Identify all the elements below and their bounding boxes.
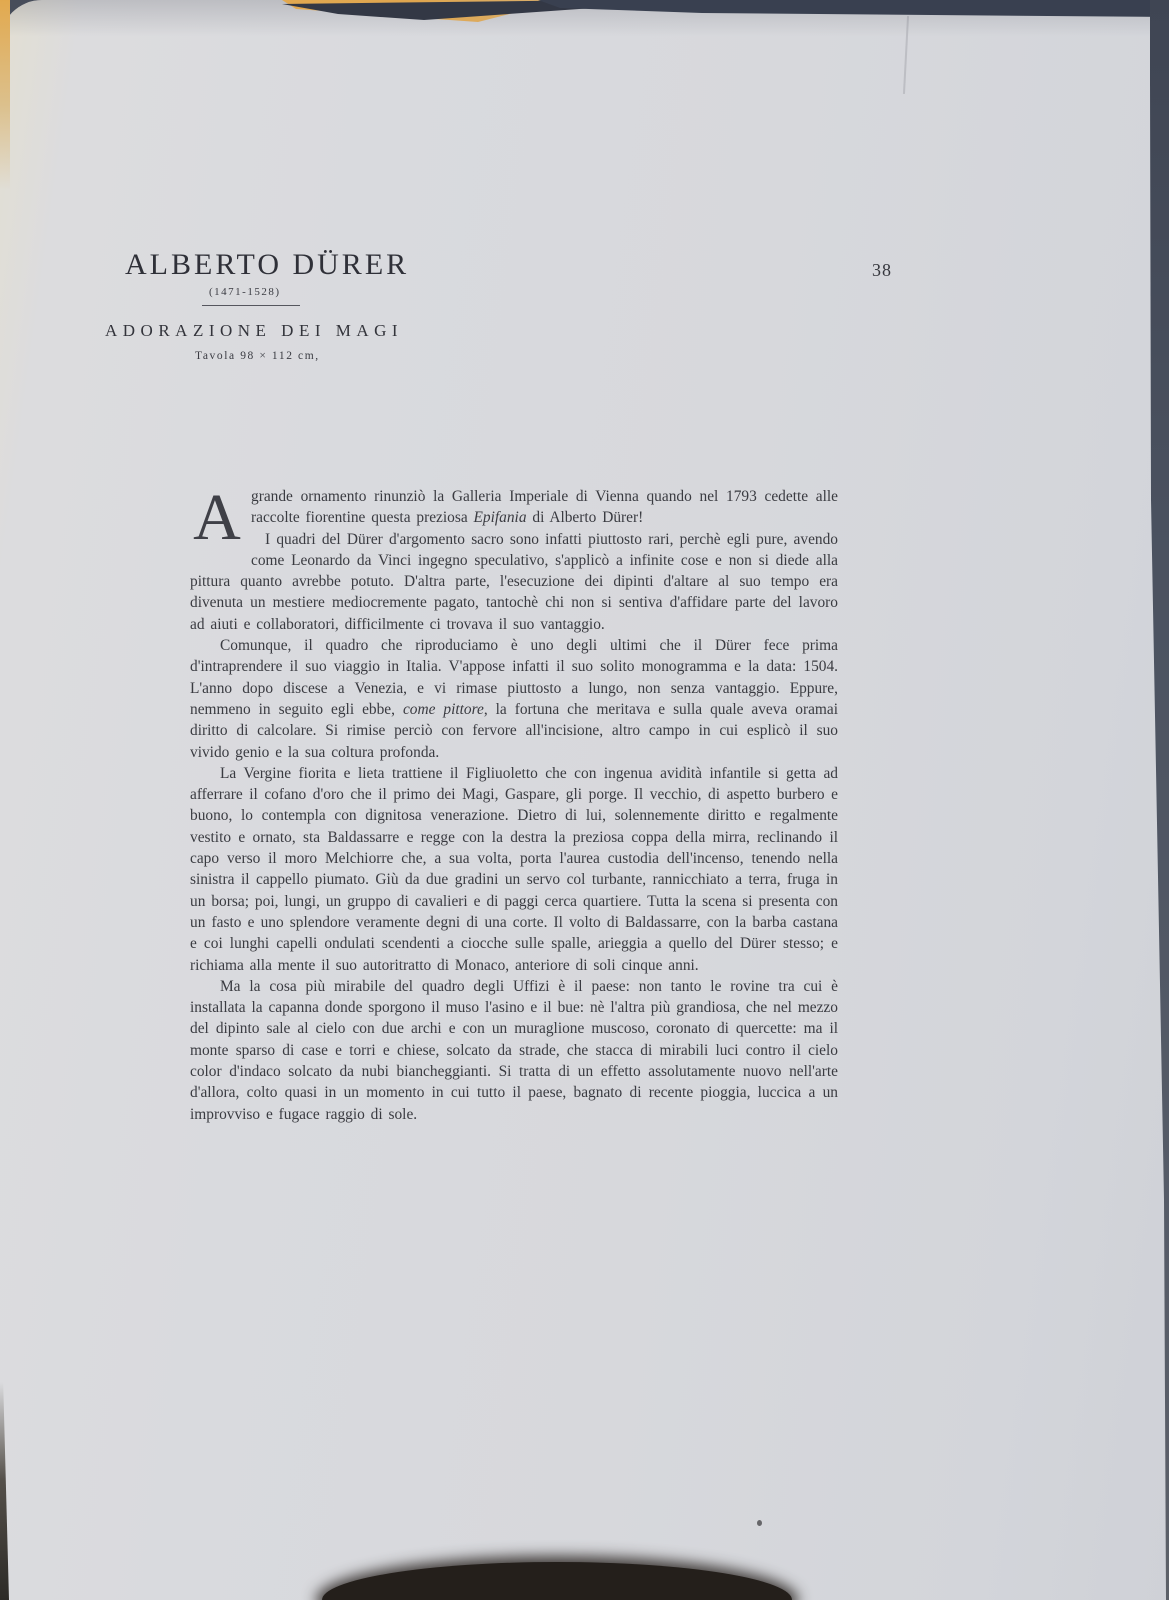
paragraph-3-text: Comunque, il quadro che riproduciamo è uno degli ultimi che il Dürer fece prima d'intraprendere il suo viaggio in Italia. V'appose infatti il suo solito monogramma e la data: 1504. L'anno dopo discese a Venezia, e vi rimase piuttosto a lungo, non senza vantaggio. Eppure, nemmeno in seguito egli ebbe,	[190, 637, 838, 718]
paragraph-3-end: , la fortuna che meritava e sulla quale aveva oramai diritto di calcolare. Si rimise perciò con fervore all'incisione, altro campo in cui esplicò il suo vivido genio e la sua coltura profonda.	[190, 700, 838, 761]
header-divider	[202, 305, 300, 306]
artist-life-dates: (1471-1528)	[209, 286, 281, 298]
dust-speck	[757, 1520, 762, 1526]
paragraph-2: I quadri del Dürer d'argomento sacro sono infatti piuttosto rari, perchè egli pure, avendo come Leonardo da Vinci ingegno speculativo, s'applicò a infinite cose e non si diede alla pittura quanto avrebbe potuto. D'altra parte, l'esecuzione dei dipinti d'altare al suo tempo era divenuta un mestiere mediocremente pagato, tantochè chi non si sentiva d'affidare parte del lavoro ad aiuti e collaboratori, difficilmente ci trovava il suo vantaggio.	[190, 530, 838, 633]
paper-crease	[903, 16, 909, 94]
article-text	[190, 481, 838, 1125]
artwork-medium-dimensions: Tavola 98 × 112 cm,	[195, 350, 320, 362]
artwork-title: ADORAZIONE DEI MAGI	[105, 321, 404, 340]
paragraph-1-italic: Epifania	[473, 509, 527, 527]
artist-name: ALBERTO DÜRER	[125, 248, 410, 281]
book-cover-edge-left	[0, 0, 10, 190]
paragraph-4: La Vergine fiorita e lieta trattiene il Figliuoletto che con ingenua avidità infantile si getta ad afferrare il cofano d'oro che il primo dei Magi, Gaspare, gli porge. Il vecchio, di aspetto burbero e buono, lo contempla con dignitosa venerazione. Dietro di lui, solennemente diritto e regalmente vestito e ornato, sta Baldassarre e regge con la destra la preziosa coppa della mirra, reclinando il capo verso il moro Melchiorre che, a sua volta, porta l'aurea custodia dell'incenso, tenendo nella sinistra il cappello piumato. Giù da due gradini un servo col turbante, rannicchiato a terra, fruga in un borsa; poi, lungi, un gruppo di cavalieri e di paggi cerca quartiere. Tutta la scena si presenta con un fasto e uno splendore veramente degni di una corte. Il volto di Baldassarre, con la barba castana e coi lunghi capelli ondulati scendenti a ciocche sulle spalle, arieggia a quello del Dürer stesso; e richiama alla mente il suo autoritratto di Monaco, anteriore di soli cinque anni.	[190, 764, 838, 974]
page-number: 38	[872, 260, 892, 280]
page-header	[105, 248, 410, 362]
paragraph-5: Ma la cosa più mirabile del quadro degli Uffizi è il paese: non tanto le rovine tra cui è installata la capanna donde sporgono il muso l'asino e il bue: nè l'altra più grandiosa, che nel mezzo del dipinto sale al cielo con due archi e con un muraglione muscoso, coronato di quercette: ma il monte sparso di case e torri e chiese, solcato da strade, che stacca di mirabili luci contro il cielo color d'indaco solcato da nubi biancheggianti. Si tratta di un effetto assolutamente nuovo nell'arte d'allora, colto quasi in un momento in cui tutto il paese, bagnato di recente pioggia, luccica a un improvviso e fugace raggio di sole.	[190, 977, 838, 1123]
drop-cap-initial: A	[193, 481, 241, 554]
paragraph-1	[190, 486, 838, 529]
paragraph-1-end: di Alberto Dürer!	[526, 509, 644, 527]
paragraph-3	[190, 635, 838, 763]
paragraph-3-italic: come pittore	[402, 700, 484, 718]
paragraph-1-text: grande ornamento rinunziò la Galleria Imperiale di Vienna quando nel 1793 cedette alle raccolte fiorentine questa preziosa	[251, 488, 838, 527]
